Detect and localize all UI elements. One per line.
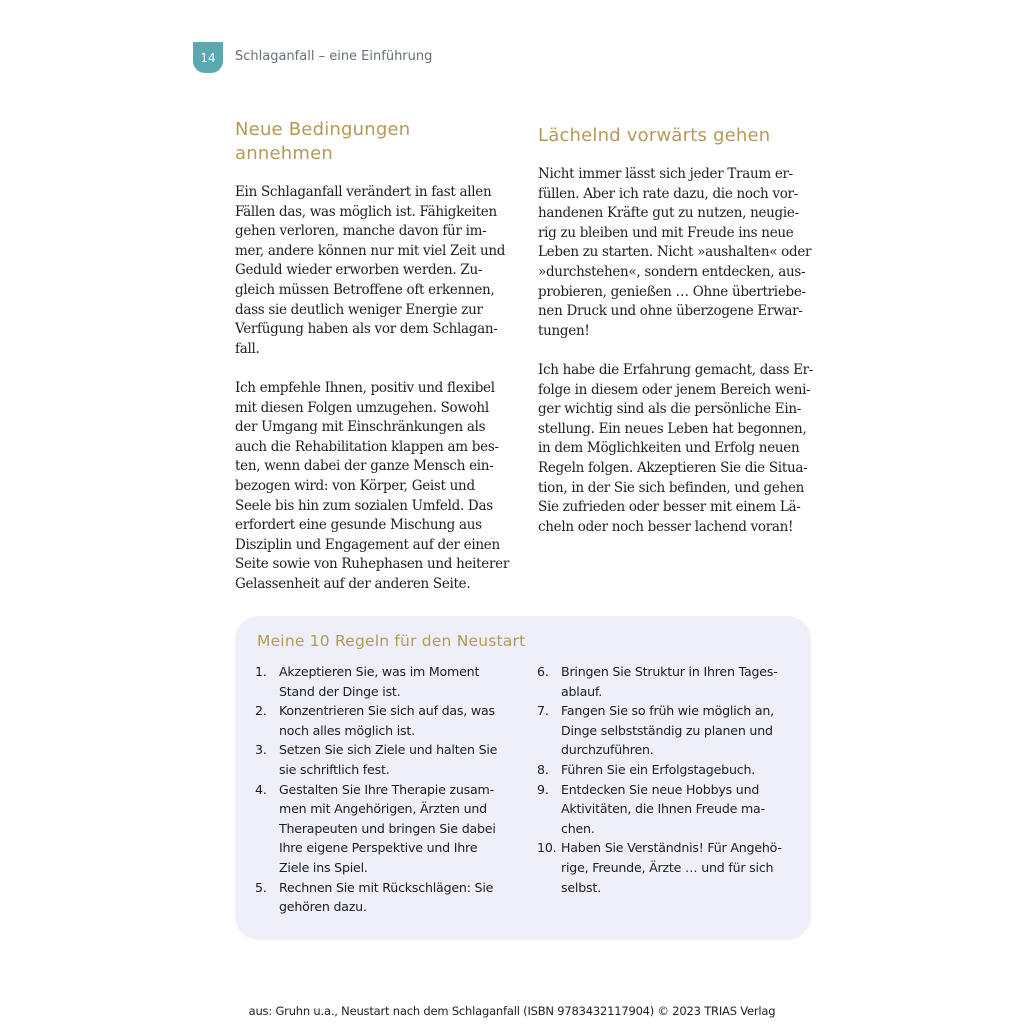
rule-text: Haben Sie Verständnis! Für Angehö- rige, Freunde, Ärzte … und für sich selbst. bbox=[561, 840, 782, 895]
rule-item bbox=[255, 780, 510, 878]
rule-item bbox=[537, 662, 792, 701]
rule-number: 5. bbox=[255, 879, 267, 895]
rule-item bbox=[537, 838, 792, 897]
rule-number: 4. bbox=[255, 781, 267, 797]
right-paragraph-2: Ich habe die Erfahrung gemacht, dass Er- folge in diesem oder jenem Bereich weni- ger wichtig sind als die persönliche Ein- stellung. Ein neues Leben hat begonnen, in dem Möglichkeiten und Erfolg neuen Regeln folgen. Akzeptieren Sie die Situa- tion, in der Sie sich befinden, und gehen Sie zufrieden oder besser mit einem Lä- cheln oder noch besser lachend voran! bbox=[538, 361, 814, 535]
rule-item bbox=[255, 701, 510, 740]
rules-box-title: Meine 10 Regeln für den Neustart bbox=[257, 632, 526, 650]
rule-item bbox=[537, 780, 792, 839]
running-title: Schlaganfall – eine Einführung bbox=[235, 49, 433, 64]
rule-text: Führen Sie ein Erfolgstagebuch. bbox=[561, 761, 756, 777]
footer-citation: aus: Gruhn u.a., Neustart nach dem Schlaganfall (ISBN 9783432117904) © 2023 TRIAS Verlag bbox=[248, 1004, 776, 1018]
right-column bbox=[538, 118, 820, 557]
left-heading: Neue Bedingungen annehmen bbox=[235, 119, 411, 164]
right-heading: Lächelnd vorwärts gehen bbox=[538, 125, 771, 146]
right-paragraph-1: Nicht immer lässt sich jeder Traum er- füllen. Aber ich rate dazu, die noch vor- handenen Kräfte gut zu nutzen, neugie- rig zu bleiben und mit Freude ins neue Leben zu starten. Nicht »aushalten« oder »durchstehen«, sondern entdecken, aus- probieren, genießen … Ohne übertriebe- nen Druck und ohne überzogene Erwar- tungen! bbox=[538, 166, 812, 339]
rule-text: Gestalten Sie Ihre Therapie zusam- men mit Angehörigen, Ärzten und Therapeuten und bringen Sie dabei Ihre eigene Perspektive und Ihre Ziele ins Spiel. bbox=[279, 781, 496, 875]
rule-item bbox=[537, 760, 792, 780]
rule-item bbox=[255, 878, 510, 917]
rule-text: Rechnen Sie mit Rückschlägen: Sie gehören dazu. bbox=[279, 879, 494, 915]
rules-list-left bbox=[255, 662, 510, 917]
rule-number: 8. bbox=[537, 761, 549, 777]
rule-text: Entdecken Sie neue Hobbys und Aktivitäten, die Ihnen Freude ma- chen. bbox=[561, 781, 765, 836]
rule-item bbox=[537, 701, 792, 760]
rule-text: Bringen Sie Struktur in Ihren Tages- ablauf. bbox=[561, 664, 778, 699]
page-number-badge bbox=[193, 42, 223, 73]
rules-box bbox=[235, 616, 811, 940]
rule-text: Akzeptieren Sie, was im Moment Stand der Dinge ist. bbox=[279, 664, 480, 699]
rule-number: 7. bbox=[537, 703, 549, 719]
rule-item bbox=[255, 740, 510, 779]
rule-number: 10. bbox=[537, 840, 557, 856]
rule-text: Konzentrieren Sie sich auf das, was noch alles möglich ist. bbox=[279, 703, 495, 738]
rule-item bbox=[255, 662, 510, 701]
left-paragraph-2: Ich empfehle Ihnen, positiv und flexibel mit diesen Folgen umzugehen. Sowohl der Umgang mit Einschränkungen als auch die Rehabilitation klappen am bes- ten, wenn dabei der ganze Mensch ein- bezogen wird: von Körper, Geist und Seele bis hin zum sozialen Umfeld. Das erfordert eine gesunde Mischung aus Disziplin und Engagement auf der einen Seite sowie von Ruhephasen und heiterer Gelassenheit auf der anderen Seite. bbox=[235, 379, 509, 592]
rule-number: 3. bbox=[255, 742, 267, 758]
page-number: 14 bbox=[200, 50, 216, 65]
left-column bbox=[235, 118, 517, 614]
rule-number: 9. bbox=[537, 781, 549, 797]
rule-number: 2. bbox=[255, 703, 267, 719]
rule-number: 1. bbox=[255, 664, 267, 679]
rule-number: 6. bbox=[537, 664, 549, 679]
rules-list-right bbox=[537, 662, 792, 897]
left-paragraph-1: Ein Schlaganfall verändert in fast allen Fällen das, was möglich ist. Fähigkeiten gehen verloren, manche davon für im- mer, andere können nur mit viel Zeit und Geduld wieder erworben werden. Zu- gleich müssen Betroffene oft erkennen, dass sie deutlich weniger Energie zur Verfügung haben als vor dem Schlagan- fall. bbox=[235, 184, 506, 357]
rule-text: Setzen Sie sich Ziele und halten Sie sie schriftlich fest. bbox=[279, 742, 498, 777]
rule-text: Fangen Sie so früh wie möglich an, Dinge selbstständig zu planen und durchzuführen. bbox=[561, 703, 774, 758]
